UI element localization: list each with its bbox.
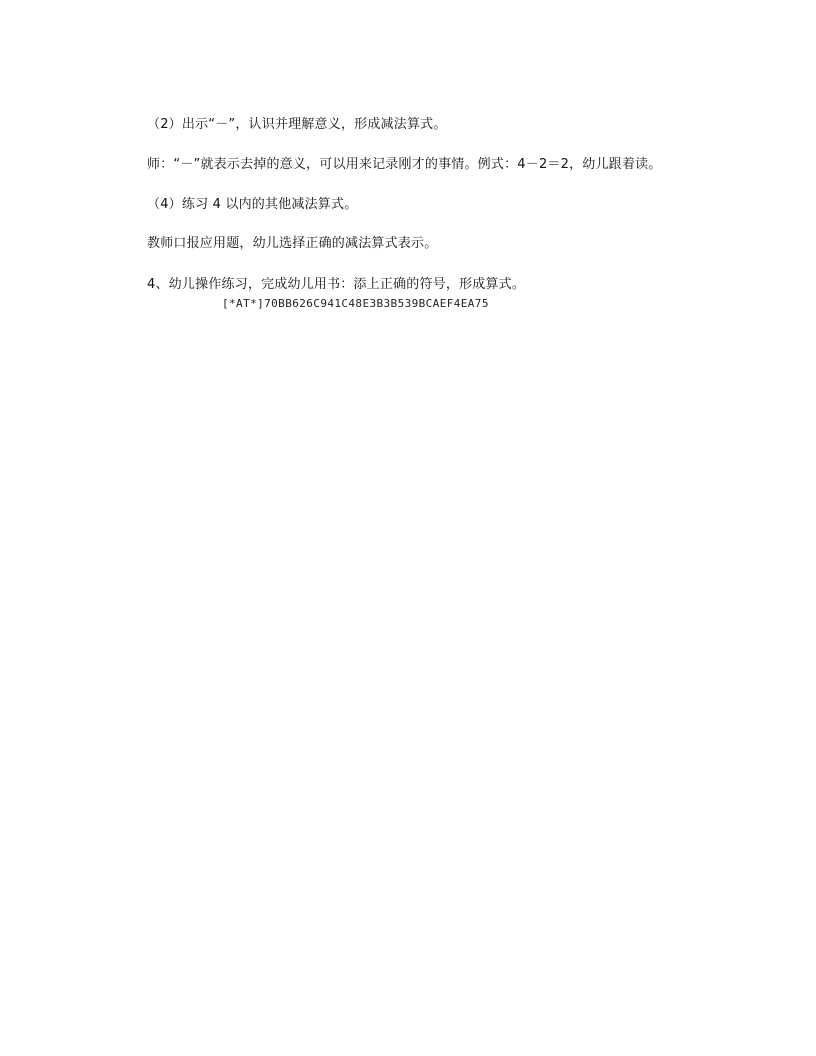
paragraph-show-minus-sign: （2）出示“－”，认识并理解意义，形成减法算式。 bbox=[147, 117, 447, 132]
paragraph-practice-subtraction: （4）练习 4 以内的其他减法算式。 bbox=[147, 197, 358, 212]
paragraph-word-problems: 教师口报应用题，幼儿选择正确的减法算式表示。 bbox=[147, 236, 438, 251]
document-identifier-code: [*AT*]70BB626C941C48E3B3B539BCAEF4EA75 bbox=[222, 297, 489, 310]
paragraph-teacher-explanation: 师：“－”就表示去掉的意义，可以用来记录刚才的事情。例式：4－2＝2，幼儿跟着读。 bbox=[147, 157, 662, 172]
paragraph-child-exercise: 4、幼儿操作练习，完成幼儿用书：添上正确的符号，形成算式。 bbox=[147, 277, 526, 292]
